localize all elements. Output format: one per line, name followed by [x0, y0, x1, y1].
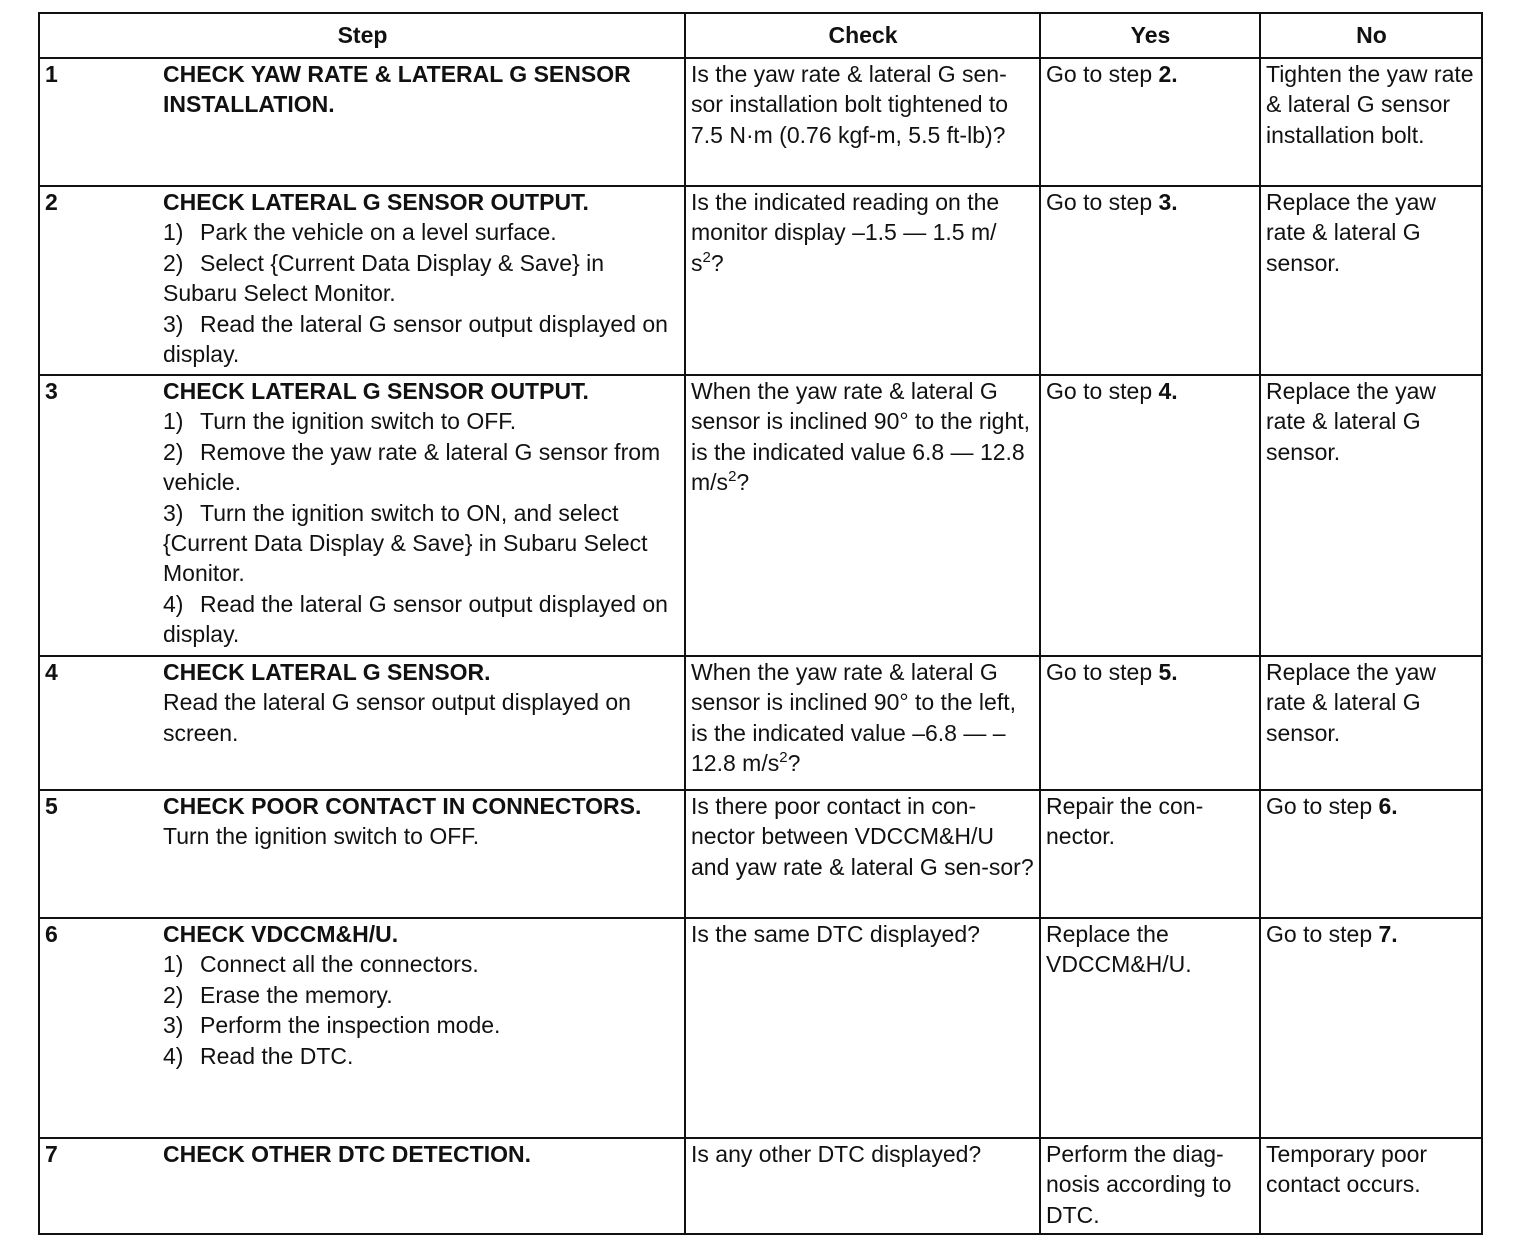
step-cell — [158, 656, 685, 790]
sub-step-number: 4) — [163, 1042, 184, 1069]
step-cell — [158, 58, 685, 186]
step-number: 6 — [39, 918, 158, 1138]
sub-step — [163, 406, 680, 436]
sub-step — [163, 980, 680, 1010]
header-step: Step — [39, 13, 685, 58]
header-check: Check — [685, 13, 1040, 58]
step-number: 7 — [39, 1138, 158, 1234]
step-title: CHECK POOR CONTACT IN CONNECTORS. — [163, 793, 642, 819]
sub-step-number: 4) — [163, 590, 184, 617]
sub-step — [163, 437, 680, 498]
diagnostic-table — [38, 12, 1483, 1235]
step-title: CHECK OTHER DTC DETECTION. — [163, 1141, 531, 1167]
no-step-ref: 6. — [1378, 793, 1398, 819]
sub-step-text: Perform the inspection mode. — [200, 1012, 501, 1039]
sub-step-number: 2) — [163, 249, 184, 276]
check-text: Is the indicated reading on the monitor display –1.5 — 1.5 m/ s — [691, 189, 1000, 276]
step-title: CHECK LATERAL G SENSOR OUTPUT. — [163, 189, 589, 215]
sub-step-text: Remove the yaw rate & lateral G sensor from vehicle. — [163, 438, 661, 496]
sub-step-number: 2) — [163, 438, 184, 465]
sub-step-number: 1) — [163, 951, 184, 978]
no-text: Go to step — [1266, 921, 1379, 947]
sub-step-text: Turn the ignition switch to ON, and select {Current Data Display & Save} in Subaru Select Monitor. — [163, 499, 648, 587]
yes-cell — [1040, 186, 1260, 375]
no-step-ref: 7. — [1378, 921, 1398, 947]
step-title: CHECK YAW RATE & LATERAL G SENSOR INSTALLATION. — [163, 61, 631, 118]
yes-cell — [1040, 58, 1260, 186]
sub-step — [163, 248, 680, 309]
sub-step-text: Read the DTC. — [200, 1042, 354, 1069]
yes-step-ref: 4. — [1158, 378, 1178, 404]
no-cell: Tighten the yaw rate & lateral G sensor installation bolt. — [1260, 58, 1482, 186]
check-cell — [685, 375, 1040, 656]
step-cell — [158, 1138, 685, 1234]
yes-text: Go to step — [1046, 61, 1159, 87]
step-number: 4 — [39, 656, 158, 790]
yes-step-ref: 2. — [1158, 61, 1178, 87]
no-cell: Replace the yaw rate & lateral G sensor. — [1260, 656, 1482, 790]
yes-text: Go to step — [1046, 189, 1159, 215]
yes-cell: Perform the diag-nosis according to DTC. — [1040, 1138, 1260, 1234]
sub-step-text: Erase the memory. — [200, 981, 393, 1008]
sub-step-number: 1) — [163, 408, 184, 435]
check-superscript: 2 — [728, 468, 737, 486]
step-number: 3 — [39, 375, 158, 656]
step-number: 1 — [39, 58, 158, 186]
yes-text: Go to step — [1046, 659, 1159, 685]
check-cell: Is any other DTC displayed? — [685, 1138, 1040, 1234]
header-row — [39, 13, 1482, 58]
check-superscript: 2 — [702, 248, 711, 266]
sub-step-number: 2) — [163, 981, 184, 1008]
step-title: CHECK LATERAL G SENSOR. — [163, 659, 491, 685]
step-title: CHECK LATERAL G SENSOR OUTPUT. — [163, 378, 589, 404]
no-cell: Replace the yaw rate & lateral G sensor. — [1260, 186, 1482, 375]
yes-text: Go to step — [1046, 378, 1159, 404]
check-text-end: ? — [787, 750, 801, 777]
sub-step-number: 1) — [163, 219, 184, 246]
step-cell — [158, 918, 685, 1138]
sub-step — [163, 1041, 680, 1071]
yes-step-ref: 3. — [1158, 189, 1178, 215]
sub-step-number: 3) — [163, 1012, 184, 1039]
header-yes: Yes — [1040, 13, 1260, 58]
sub-step — [163, 217, 680, 247]
no-cell — [1260, 918, 1482, 1138]
step-number: 5 — [39, 790, 158, 918]
yes-cell: Repair the con-nector. — [1040, 790, 1260, 918]
step-body: Turn the ignition switch to OFF. — [163, 823, 480, 850]
check-cell: Is there poor contact in con-nector between VDCCM&H/U and yaw rate & lateral G sen-sor? — [685, 790, 1040, 918]
check-text-end: ? — [736, 469, 750, 496]
check-cell: Is the yaw rate & lateral G sen-sor installation bolt tightened to 7.5 N·m (0.76 kgf-m, 5.5 ft-lb)? — [685, 58, 1040, 186]
table-row — [39, 790, 1482, 918]
sub-step-text: Park the vehicle on a level surface. — [200, 219, 557, 246]
table-row — [39, 1138, 1482, 1234]
yes-step-ref: 5. — [1158, 659, 1178, 685]
sub-step-number: 3) — [163, 499, 184, 526]
step-body: Read the lateral G sensor output displayed on screen. — [163, 689, 631, 746]
sub-step — [163, 589, 680, 650]
sub-step-text: Connect all the connectors. — [200, 951, 479, 978]
table-row — [39, 186, 1482, 375]
step-title: CHECK VDCCM&H/U. — [163, 921, 399, 947]
step-number: 2 — [39, 186, 158, 375]
step-cell — [158, 790, 685, 918]
no-cell — [1260, 790, 1482, 918]
check-cell: Is the same DTC displayed? — [685, 918, 1040, 1138]
check-text: When the yaw rate & lateral G sensor is inclined 90° to the right, is the indicated value 6.8 — 12.8 m/s — [691, 378, 1031, 496]
sub-step-text: Select {Current Data Display & Save} in Subaru Select Monitor. — [163, 249, 604, 307]
sub-step — [163, 949, 680, 979]
sub-step-number: 3) — [163, 310, 184, 337]
step-cell — [158, 375, 685, 656]
sub-step — [163, 309, 680, 370]
check-cell — [685, 656, 1040, 790]
check-cell — [685, 186, 1040, 375]
sub-step — [163, 1010, 680, 1040]
yes-cell — [1040, 375, 1260, 656]
no-text: Go to step — [1266, 793, 1379, 819]
no-cell: Replace the yaw rate & lateral G sensor. — [1260, 375, 1482, 656]
step-cell — [158, 186, 685, 375]
sub-step-text: Turn the ignition switch to OFF. — [200, 408, 517, 435]
table-row — [39, 656, 1482, 790]
table-row — [39, 58, 1482, 186]
check-text-end: ? — [710, 249, 724, 276]
yes-cell: Replace the VDCCM&H/U. — [1040, 918, 1260, 1138]
header-no: No — [1260, 13, 1482, 58]
check-text: When the yaw rate & lateral G sensor is inclined 90° to the left, is the indicated value –6.8 — –12.8 m/s — [691, 659, 1016, 777]
table-row — [39, 918, 1482, 1138]
yes-cell — [1040, 656, 1260, 790]
check-superscript: 2 — [779, 749, 788, 767]
no-cell: Temporary poor contact occurs. — [1260, 1138, 1482, 1234]
sub-step-text: Read the lateral G sensor output displayed on display. — [163, 310, 668, 368]
sub-step-text: Read the lateral G sensor output displayed on display. — [163, 590, 668, 648]
sub-step — [163, 498, 680, 589]
table-row — [39, 375, 1482, 656]
